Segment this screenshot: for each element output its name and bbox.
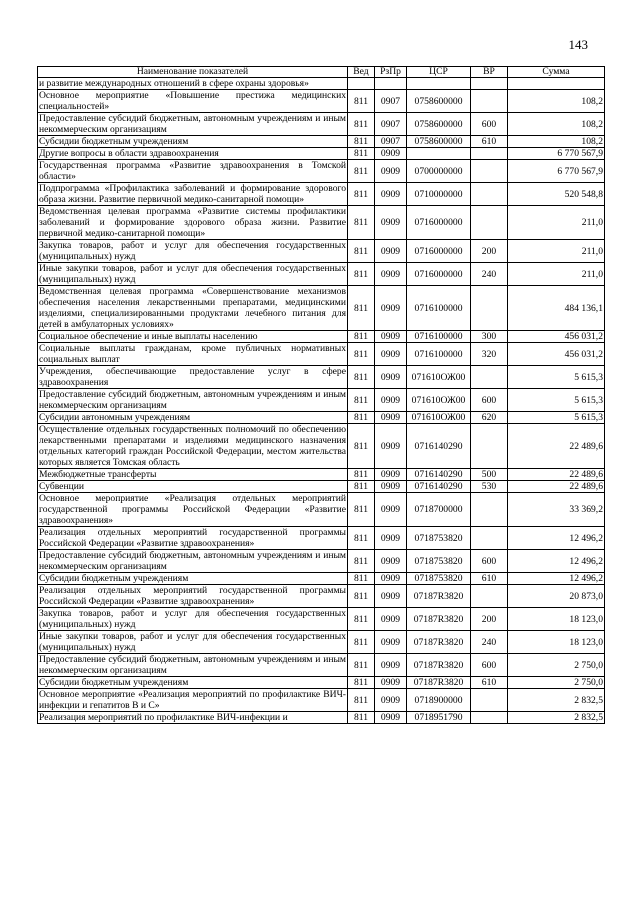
header-ved: Вед [348, 67, 375, 78]
cell-csr [407, 148, 471, 160]
cell-ved: 811 [348, 469, 375, 481]
cell-ved: 811 [348, 148, 375, 160]
table-row [38, 240, 605, 263]
table-row [38, 573, 605, 585]
cell-rzpr: 0909 [375, 608, 407, 631]
cell-sum: 18 123,0 [508, 631, 605, 654]
cell-sum: 6 770 567,9 [508, 160, 605, 183]
table-row [38, 493, 605, 527]
cell-name: Субсидии бюджетным учреждениям [38, 573, 348, 585]
table-row [38, 585, 605, 608]
cell-rzpr: 0909 [375, 527, 407, 550]
cell-name: Иные закупки товаров, работ и услуг для обеспечения государственных (муниципальных) нужд [39, 263, 346, 285]
table-row [38, 78, 605, 90]
cell-rzpr: 0909 [375, 286, 407, 331]
cell-ved: 811 [348, 608, 375, 631]
cell-name: Реализация отдельных мероприятий государственной программы Российской Федерации «Развитие здравоохранения» [39, 527, 346, 549]
cell-ved: 811 [348, 493, 375, 527]
cell-name: Другие вопросы в области здравоохранения [38, 148, 348, 160]
cell-sum: 211,0 [508, 240, 605, 263]
cell-ved: 811 [348, 389, 375, 412]
header-rzpr: РзПр [375, 67, 407, 78]
cell-sum: 22 489,6 [508, 469, 605, 481]
cell-name: Реализация мероприятий по профилактике ВИЧ-инфекции и [38, 712, 348, 724]
table-body [38, 78, 605, 724]
cell-ved: 811 [348, 160, 375, 183]
cell-ved: 811 [348, 654, 375, 677]
cell-rzpr: 0909 [375, 389, 407, 412]
cell-ved: 811 [348, 424, 375, 469]
cell-name: Учреждения, обеспечивающие предоставление услуг в сфере здравоохранения [39, 366, 346, 388]
cell-ved: 811 [348, 113, 375, 136]
cell-sum: 456 031,2 [508, 343, 605, 366]
cell-sum: 211,0 [508, 263, 605, 286]
cell-sum: 6 770 567,9 [508, 148, 605, 160]
cell-vr: 500 [471, 469, 508, 481]
cell-name: Ведомственная целевая программа «Развитие системы профилактики заболеваний и формирование здорового образа жизни. Развитие первичной медико-санитарной помощи» [39, 206, 346, 239]
table-row [38, 481, 605, 493]
cell-name: Основное мероприятие «Повышение престижа медицинских специальностей» [39, 90, 346, 112]
cell-rzpr: 0909 [375, 343, 407, 366]
cell-csr: 0758600000 [407, 90, 471, 113]
cell-ved [348, 78, 375, 90]
table-row [38, 631, 605, 654]
cell-vr: 610 [471, 573, 508, 585]
cell-vr: 320 [471, 343, 508, 366]
cell-vr [471, 366, 508, 389]
cell-csr: 0716140290 [407, 469, 471, 481]
cell-ved: 811 [348, 366, 375, 389]
cell-ved: 811 [348, 343, 375, 366]
cell-vr [471, 160, 508, 183]
cell-csr: 0718700000 [407, 493, 471, 527]
cell-ved: 811 [348, 286, 375, 331]
table-row [38, 654, 605, 677]
cell-ved: 811 [348, 631, 375, 654]
cell-csr: 0700000000 [407, 160, 471, 183]
cell-csr: 0718951790 [407, 712, 471, 724]
cell-rzpr: 0909 [375, 148, 407, 160]
cell-sum: 22 489,6 [508, 481, 605, 493]
header-vr: ВР [471, 67, 508, 78]
cell-csr: 071610ОЖ00 [407, 412, 471, 424]
cell-name: Подпрограмма «Профилактика заболеваний и формирование здорового образа жизни. Развитие первичной медико-санитарной помощи» [39, 183, 346, 205]
cell-csr: 0718753820 [407, 573, 471, 585]
cell-ved: 811 [348, 136, 375, 148]
cell-csr: 0718900000 [407, 689, 471, 712]
cell-csr: 07187R3820 [407, 677, 471, 689]
cell-ved: 811 [348, 689, 375, 712]
cell-rzpr: 0909 [375, 240, 407, 263]
cell-name: Основное мероприятие «Реализация отдельных мероприятий государственной программы Российской Федерации «Развитие здравоохранения» [39, 493, 346, 526]
cell-rzpr: 0909 [375, 631, 407, 654]
cell-name: Субсидии бюджетным учреждениям [38, 136, 348, 148]
cell-vr: 620 [471, 412, 508, 424]
cell-rzpr: 0909 [375, 206, 407, 240]
cell-name: Иные закупки товаров, работ и услуг для обеспечения государственных (муниципальных) нужд [39, 631, 346, 653]
cell-rzpr: 0909 [375, 263, 407, 286]
cell-vr [471, 90, 508, 113]
cell-ved: 811 [348, 90, 375, 113]
cell-vr: 240 [471, 263, 508, 286]
table-row [38, 148, 605, 160]
table-row [38, 550, 605, 573]
cell-vr: 600 [471, 654, 508, 677]
cell-rzpr: 0909 [375, 424, 407, 469]
cell-vr: 200 [471, 608, 508, 631]
cell-vr [471, 689, 508, 712]
cell-sum: 2 750,0 [508, 677, 605, 689]
table-row [38, 343, 605, 366]
cell-sum: 2 832,5 [508, 712, 605, 724]
cell-rzpr: 0909 [375, 654, 407, 677]
cell-vr: 600 [471, 550, 508, 573]
cell-csr: 0716000000 [407, 206, 471, 240]
cell-name: Реализация отдельных мероприятий государственной программы Российской Федерации «Развитие здравоохранения» [39, 585, 346, 607]
cell-vr: 610 [471, 136, 508, 148]
cell-rzpr: 0907 [375, 113, 407, 136]
cell-csr: 07187R3820 [407, 585, 471, 608]
table-row [38, 689, 605, 712]
table-row [38, 527, 605, 550]
cell-sum: 456 031,2 [508, 331, 605, 343]
cell-rzpr: 0909 [375, 366, 407, 389]
cell-rzpr: 0909 [375, 412, 407, 424]
cell-name: Предоставление субсидий бюджетным, автономным учреждениям и иным некоммерческим организациям [39, 550, 346, 572]
cell-sum: 18 123,0 [508, 608, 605, 631]
cell-name: Основное мероприятие «Реализация мероприятий по профилактике ВИЧ-инфекции и гепатитов В и С» [39, 689, 346, 711]
cell-rzpr: 0909 [375, 573, 407, 585]
cell-name: и развитие международных отношений в сфере охраны здоровья» [38, 78, 348, 90]
cell-vr: 610 [471, 677, 508, 689]
cell-rzpr: 0907 [375, 90, 407, 113]
cell-sum: 22 489,6 [508, 424, 605, 469]
cell-ved: 811 [348, 183, 375, 206]
cell-name: Субсидии автономным учреждениям [38, 412, 348, 424]
table-row [38, 183, 605, 206]
table-row [38, 263, 605, 286]
cell-sum: 12 496,2 [508, 527, 605, 550]
cell-sum: 12 496,2 [508, 573, 605, 585]
cell-vr: 600 [471, 389, 508, 412]
cell-ved: 811 [348, 240, 375, 263]
cell-name: Закупка товаров, работ и услуг для обеспечения государственных (муниципальных) нужд [39, 608, 346, 630]
cell-csr: 0716100000 [407, 331, 471, 343]
cell-vr [471, 206, 508, 240]
table-row [38, 90, 605, 113]
cell-sum: 108,2 [508, 113, 605, 136]
cell-ved: 811 [348, 712, 375, 724]
cell-rzpr: 0909 [375, 689, 407, 712]
cell-name: Предоставление субсидий бюджетным, автономным учреждениям и иным некоммерческим организациям [39, 113, 346, 135]
cell-name: Закупка товаров, работ и услуг для обеспечения государственных (муниципальных) нужд [39, 240, 346, 262]
table-row [38, 469, 605, 481]
cell-csr: 07187R3820 [407, 654, 471, 677]
cell-ved: 811 [348, 331, 375, 343]
cell-sum: 484 136,1 [508, 286, 605, 331]
cell-csr: 0716100000 [407, 286, 471, 331]
cell-ved: 811 [348, 585, 375, 608]
cell-vr [471, 148, 508, 160]
cell-ved: 811 [348, 481, 375, 493]
cell-csr [407, 78, 471, 90]
cell-vr [471, 493, 508, 527]
cell-vr: 530 [471, 481, 508, 493]
cell-ved: 811 [348, 412, 375, 424]
cell-vr [471, 183, 508, 206]
cell-vr [471, 424, 508, 469]
cell-vr: 240 [471, 631, 508, 654]
header-name: Наименование показателей [38, 67, 348, 78]
cell-sum: 520 548,8 [508, 183, 605, 206]
cell-name: Государственная программа «Развитие здравоохранения в Томской области» [39, 160, 346, 182]
cell-csr: 0758600000 [407, 113, 471, 136]
table-row [38, 113, 605, 136]
page-number: 143 [568, 37, 588, 52]
cell-csr: 07187R3820 [407, 631, 471, 654]
cell-csr: 0716140290 [407, 481, 471, 493]
cell-vr [471, 527, 508, 550]
cell-csr: 0716140290 [407, 424, 471, 469]
cell-sum: 108,2 [508, 136, 605, 148]
cell-name: Субсидии бюджетным учреждениям [38, 677, 348, 689]
header-csr: ЦСР [407, 67, 471, 78]
cell-ved: 811 [348, 677, 375, 689]
cell-rzpr: 0909 [375, 712, 407, 724]
cell-vr: 600 [471, 113, 508, 136]
cell-rzpr: 0909 [375, 331, 407, 343]
table-row [38, 712, 605, 724]
table-row [38, 608, 605, 631]
cell-name: Межбюджетные трансферты [38, 469, 348, 481]
cell-name: Предоставление субсидий бюджетным, автономным учреждениям и иным некоммерческим организациям [39, 654, 346, 676]
cell-csr: 0718753820 [407, 527, 471, 550]
cell-csr: 071610ОЖ00 [407, 389, 471, 412]
cell-rzpr: 0909 [375, 481, 407, 493]
cell-sum: 5 615,3 [508, 389, 605, 412]
cell-vr [471, 286, 508, 331]
cell-csr: 0718753820 [407, 550, 471, 573]
cell-csr: 0716100000 [407, 343, 471, 366]
cell-csr: 0716000000 [407, 240, 471, 263]
cell-sum: 20 873,0 [508, 585, 605, 608]
table-row [38, 389, 605, 412]
cell-vr [471, 712, 508, 724]
cell-name: Социальное обеспечение и иные выплаты населению [38, 331, 348, 343]
table-row [38, 412, 605, 424]
cell-vr [471, 78, 508, 90]
cell-name: Предоставление субсидий бюджетным, автономным учреждениям и иным некоммерческим организациям [39, 389, 346, 411]
cell-rzpr: 0909 [375, 677, 407, 689]
cell-name: Ведомственная целевая программа «Совершенствование механизмов обеспечения населения лекарственными препаратами, медицинскими изделиями, специализированными продуктами лечебного питания для детей в амбулаторных условиях» [39, 286, 346, 330]
budget-table [37, 66, 605, 724]
cell-ved: 811 [348, 527, 375, 550]
cell-name: Социальные выплаты гражданам, кроме публичных нормативных социальных выплат [39, 343, 346, 365]
table-row [38, 424, 605, 469]
cell-rzpr: 0909 [375, 183, 407, 206]
table-row [38, 286, 605, 331]
header-sum: Сумма [508, 67, 605, 78]
cell-sum: 2 750,0 [508, 654, 605, 677]
cell-rzpr: 0909 [375, 160, 407, 183]
cell-rzpr: 0909 [375, 493, 407, 527]
cell-sum: 2 832,5 [508, 689, 605, 712]
table-row [38, 206, 605, 240]
cell-ved: 811 [348, 263, 375, 286]
cell-csr: 0758600000 [407, 136, 471, 148]
cell-vr: 200 [471, 240, 508, 263]
cell-csr: 0710000000 [407, 183, 471, 206]
cell-ved: 811 [348, 573, 375, 585]
table-row [38, 677, 605, 689]
cell-csr: 07187R3820 [407, 608, 471, 631]
cell-sum: 33 369,2 [508, 493, 605, 527]
cell-name: Субвенции [38, 481, 348, 493]
cell-csr: 071610ОЖ00 [407, 366, 471, 389]
cell-ved: 811 [348, 206, 375, 240]
cell-rzpr: 0909 [375, 585, 407, 608]
cell-rzpr: 0909 [375, 550, 407, 573]
table-row [38, 136, 605, 148]
cell-sum: 211,0 [508, 206, 605, 240]
cell-rzpr [375, 78, 407, 90]
cell-csr: 0716000000 [407, 263, 471, 286]
cell-sum [508, 78, 605, 90]
cell-rzpr: 0909 [375, 469, 407, 481]
cell-ved: 811 [348, 550, 375, 573]
cell-name: Осуществление отдельных государственных полномочий по обеспечению лекарственными препаратами и изделиями медицинского назначения отдельных категорий граждан Российской Федерации, местом жительства которых является Томская область [39, 424, 346, 468]
cell-sum: 5 615,3 [508, 366, 605, 389]
cell-rzpr: 0907 [375, 136, 407, 148]
cell-sum: 12 496,2 [508, 550, 605, 573]
table-row [38, 366, 605, 389]
table-row [38, 331, 605, 343]
table-row [38, 160, 605, 183]
cell-sum: 5 615,3 [508, 412, 605, 424]
cell-sum: 108,2 [508, 90, 605, 113]
cell-vr: 300 [471, 331, 508, 343]
table-header-row [38, 67, 605, 78]
cell-vr [471, 585, 508, 608]
